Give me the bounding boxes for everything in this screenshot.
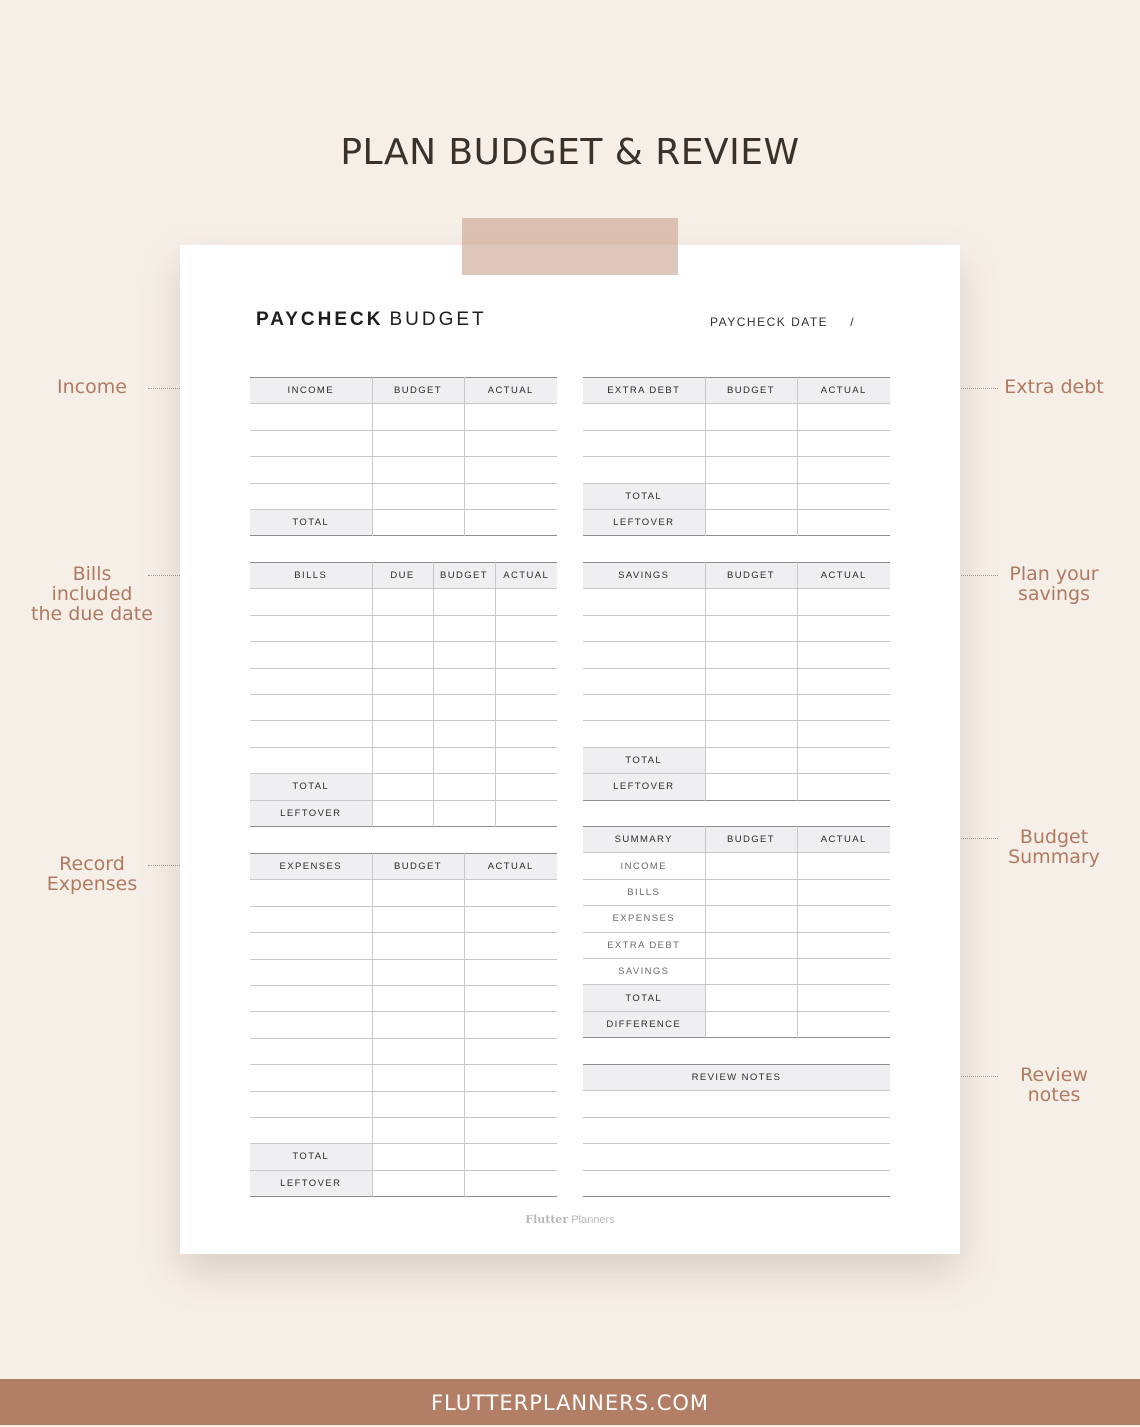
savings-cell[interactable] <box>583 642 705 668</box>
income-header: INCOME <box>250 378 372 404</box>
difference-label: DIFFERENCE <box>583 1011 705 1037</box>
callout-review <box>969 1065 1139 1105</box>
income-cell[interactable] <box>250 404 372 430</box>
actual-cell[interactable] <box>495 800 557 826</box>
table-row <box>250 589 557 615</box>
budget-cell[interactable] <box>705 589 797 615</box>
actual-header: ACTUAL <box>464 854 557 880</box>
debt-cell[interactable] <box>583 430 705 456</box>
table-row <box>583 694 890 720</box>
review-notes-header: REVIEW NOTES <box>583 1065 890 1091</box>
table-row <box>250 1091 557 1117</box>
table-row <box>250 1065 557 1091</box>
actual-header: ACTUAL <box>495 563 557 589</box>
budget-cell[interactable] <box>372 959 464 985</box>
summary-income-label: INCOME <box>583 853 705 879</box>
paycheck-date-label: PAYCHECK DATE <box>710 315 829 329</box>
summary-table <box>583 826 890 1038</box>
bill-cell[interactable] <box>250 721 372 747</box>
table-row <box>250 906 557 932</box>
table-row <box>250 615 557 641</box>
actual-cell[interactable] <box>797 906 890 932</box>
actual-cell[interactable] <box>797 747 890 773</box>
budget-cell[interactable] <box>705 404 797 430</box>
due-cell[interactable] <box>372 800 433 826</box>
brand-light: Planners <box>571 1214 615 1226</box>
budget-cell[interactable] <box>705 1011 797 1037</box>
table-row <box>250 880 557 906</box>
table-row <box>250 959 557 985</box>
callout-extra-debt: Extra debt <box>1004 376 1104 398</box>
actual-cell[interactable] <box>464 906 557 932</box>
difference-row <box>583 1011 890 1037</box>
summary-expenses-label: EXPENSES <box>583 906 705 932</box>
savings-cell[interactable] <box>583 615 705 641</box>
expense-cell[interactable] <box>250 933 372 959</box>
notes-cell[interactable] <box>583 1091 890 1117</box>
table-header-row <box>250 854 557 880</box>
notes-cell[interactable] <box>583 1170 890 1196</box>
due-cell[interactable] <box>372 589 433 615</box>
due-cell[interactable] <box>372 747 433 773</box>
bills-header: BILLS <box>250 563 372 589</box>
summary-header: SUMMARY <box>583 827 705 853</box>
budget-cell[interactable] <box>705 457 797 483</box>
bill-cell[interactable] <box>250 615 372 641</box>
savings-cell[interactable] <box>583 668 705 694</box>
budget-cell[interactable] <box>372 509 464 535</box>
table-row <box>583 457 890 483</box>
debt-cell[interactable] <box>583 404 705 430</box>
actual-cell[interactable] <box>464 1144 557 1170</box>
table-header-row <box>583 563 890 589</box>
total-label: TOTAL <box>250 509 372 535</box>
bill-cell[interactable] <box>250 747 372 773</box>
table-header-row <box>583 827 890 853</box>
notes-line <box>583 1144 890 1170</box>
budget-cell[interactable] <box>705 985 797 1011</box>
due-cell[interactable] <box>372 642 433 668</box>
budget-cell[interactable] <box>433 747 495 773</box>
total-row <box>250 1144 557 1170</box>
actual-cell[interactable] <box>464 1012 557 1038</box>
table-row <box>250 642 557 668</box>
table-row <box>250 668 557 694</box>
bill-cell[interactable] <box>250 668 372 694</box>
budget-cell[interactable] <box>433 800 495 826</box>
expense-cell[interactable] <box>250 1117 372 1143</box>
table-row <box>250 404 557 430</box>
callout-bills-line-2: included <box>51 583 133 605</box>
leftover-label: LEFTOVER <box>583 774 705 800</box>
budget-cell[interactable] <box>372 1144 464 1170</box>
due-cell[interactable] <box>372 615 433 641</box>
actual-cell[interactable] <box>464 1038 557 1064</box>
expenses-header: EXPENSES <box>250 854 372 880</box>
extra-debt-header: EXTRA DEBT <box>583 378 705 404</box>
income-cell[interactable] <box>250 483 372 509</box>
savings-header: SAVINGS <box>583 563 705 589</box>
review-notes-table <box>583 1064 890 1197</box>
total-row <box>583 483 890 509</box>
summary-bills-label: BILLS <box>583 879 705 905</box>
due-cell[interactable] <box>372 694 433 720</box>
actual-cell[interactable] <box>797 457 890 483</box>
callout-summary-line-2: Summary <box>1008 846 1100 868</box>
expense-cell[interactable] <box>250 1091 372 1117</box>
tape-decoration <box>462 218 678 275</box>
budget-cell[interactable] <box>705 958 797 984</box>
budget-cell[interactable] <box>705 483 797 509</box>
budget-header: BUDGET <box>372 854 464 880</box>
table-row <box>250 1117 557 1143</box>
callout-income: Income <box>57 376 127 398</box>
actual-cell[interactable] <box>797 589 890 615</box>
actual-cell[interactable] <box>797 642 890 668</box>
budget-cell[interactable] <box>372 880 464 906</box>
budget-cell[interactable] <box>705 721 797 747</box>
budget-cell[interactable] <box>705 747 797 773</box>
expense-cell[interactable] <box>250 906 372 932</box>
actual-cell[interactable] <box>797 694 890 720</box>
leftover-label: LEFTOVER <box>250 800 372 826</box>
actual-cell[interactable] <box>797 985 890 1011</box>
summary-extra-debt-label: EXTRA DEBT <box>583 932 705 958</box>
expense-cell[interactable] <box>250 1012 372 1038</box>
table-header-row <box>250 563 557 589</box>
table-row <box>583 721 890 747</box>
leftover-label: LEFTOVER <box>583 509 705 535</box>
leftover-row <box>250 800 557 826</box>
budget-cell[interactable] <box>705 932 797 958</box>
table-row <box>250 1038 557 1064</box>
table-row <box>583 642 890 668</box>
sheet-title <box>256 309 487 331</box>
due-cell[interactable] <box>372 721 433 747</box>
table-row <box>250 985 557 1011</box>
budget-cell[interactable] <box>705 774 797 800</box>
leftover-label: LEFTOVER <box>250 1170 372 1196</box>
budget-cell[interactable] <box>433 642 495 668</box>
actual-cell[interactable] <box>464 1117 557 1143</box>
actual-cell[interactable] <box>797 483 890 509</box>
income-table <box>250 377 557 536</box>
budget-sheet <box>180 245 960 1254</box>
budget-cell[interactable] <box>372 1117 464 1143</box>
total-label: TOTAL <box>583 747 705 773</box>
savings-cell[interactable] <box>583 721 705 747</box>
budget-cell[interactable] <box>372 483 464 509</box>
summary-row <box>583 906 890 932</box>
budget-cell[interactable] <box>372 430 464 456</box>
table-header-row <box>583 1065 890 1091</box>
table-row <box>250 1012 557 1038</box>
actual-cell[interactable] <box>464 985 557 1011</box>
actual-cell[interactable] <box>464 959 557 985</box>
callout-savings-line-2: savings <box>1017 583 1091 605</box>
sheet-title-bold: PAYCHECK <box>256 309 384 330</box>
total-label: TOTAL <box>583 483 705 509</box>
actual-cell[interactable] <box>464 933 557 959</box>
notes-cell[interactable] <box>583 1144 890 1170</box>
summary-row <box>583 879 890 905</box>
callout-bills <box>7 564 177 624</box>
total-label: TOTAL <box>583 985 705 1011</box>
table-row <box>583 668 890 694</box>
budget-cell[interactable] <box>705 642 797 668</box>
brand-bold: Flutter <box>525 1213 569 1226</box>
expense-cell[interactable] <box>250 959 372 985</box>
callout-summary-line-1: Budget <box>1019 826 1089 848</box>
summary-row <box>583 932 890 958</box>
footer-website[interactable]: FLUTTERPLANNERS.COM <box>0 1379 1140 1425</box>
notes-cell[interactable] <box>583 1117 890 1143</box>
actual-cell[interactable] <box>797 774 890 800</box>
sheet-title-light: BUDGET <box>389 309 487 330</box>
savings-table <box>583 562 890 801</box>
budget-header: BUDGET <box>705 563 797 589</box>
budget-cell[interactable] <box>372 933 464 959</box>
total-row <box>583 985 890 1011</box>
actual-cell[interactable] <box>495 721 557 747</box>
budget-cell[interactable] <box>433 589 495 615</box>
callout-summary <box>969 827 1139 867</box>
callout-expenses-line-2: Expenses <box>46 873 138 895</box>
table-row <box>250 933 557 959</box>
budget-cell[interactable] <box>372 1012 464 1038</box>
callout-savings <box>969 564 1139 604</box>
budget-header: BUDGET <box>433 563 495 589</box>
total-row <box>250 509 557 535</box>
table-row <box>250 747 557 773</box>
budget-cell[interactable] <box>705 509 797 535</box>
actual-header: ACTUAL <box>797 563 890 589</box>
total-label: TOTAL <box>250 1144 372 1170</box>
leftover-row <box>250 1170 557 1196</box>
paycheck-date-field[interactable] <box>710 315 855 329</box>
expense-cell[interactable] <box>250 880 372 906</box>
actual-cell[interactable] <box>797 958 890 984</box>
actual-cell[interactable] <box>495 668 557 694</box>
actual-cell[interactable] <box>495 642 557 668</box>
callout-bills-line-1: Bills <box>72 563 112 585</box>
budget-cell[interactable] <box>372 1170 464 1196</box>
due-header: DUE <box>372 563 433 589</box>
table-row <box>250 694 557 720</box>
actual-cell[interactable] <box>464 509 557 535</box>
budget-cell[interactable] <box>372 404 464 430</box>
actual-cell[interactable] <box>495 589 557 615</box>
callout-expenses <box>7 854 177 894</box>
table-row <box>583 430 890 456</box>
actual-cell[interactable] <box>797 509 890 535</box>
actual-header: ACTUAL <box>797 827 890 853</box>
paycheck-date-separator: / <box>850 315 856 329</box>
summary-savings-label: SAVINGS <box>583 958 705 984</box>
actual-cell[interactable] <box>797 721 890 747</box>
budget-cell[interactable] <box>705 853 797 879</box>
actual-cell[interactable] <box>464 1065 557 1091</box>
extra-debt-table <box>583 377 890 536</box>
callout-savings-line-1: Plan your <box>1009 563 1099 585</box>
total-row <box>250 774 557 800</box>
table-row <box>250 457 557 483</box>
due-cell[interactable] <box>372 774 433 800</box>
summary-row <box>583 853 890 879</box>
bill-cell[interactable] <box>250 589 372 615</box>
notes-line <box>583 1170 890 1196</box>
expense-cell[interactable] <box>250 1038 372 1064</box>
budget-cell[interactable] <box>372 1038 464 1064</box>
notes-line <box>583 1091 890 1117</box>
income-cell[interactable] <box>250 430 372 456</box>
actual-cell[interactable] <box>495 747 557 773</box>
actual-header: ACTUAL <box>464 378 557 404</box>
actual-header: ACTUAL <box>797 378 890 404</box>
budget-cell[interactable] <box>433 668 495 694</box>
budget-cell[interactable] <box>705 694 797 720</box>
budget-header: BUDGET <box>705 827 797 853</box>
debt-cell[interactable] <box>583 457 705 483</box>
summary-row <box>583 958 890 984</box>
due-cell[interactable] <box>372 668 433 694</box>
leftover-row <box>583 774 890 800</box>
total-row <box>583 747 890 773</box>
expenses-table <box>250 853 557 1197</box>
income-cell[interactable] <box>250 457 372 483</box>
bill-cell[interactable] <box>250 642 372 668</box>
expense-cell[interactable] <box>250 985 372 1011</box>
callout-review-line-1: Review <box>1020 1064 1088 1086</box>
budget-cell[interactable] <box>372 1091 464 1117</box>
leftover-row <box>583 509 890 535</box>
table-row <box>250 721 557 747</box>
budget-header: BUDGET <box>372 378 464 404</box>
actual-cell[interactable] <box>797 1011 890 1037</box>
actual-cell[interactable] <box>797 932 890 958</box>
actual-cell[interactable] <box>797 404 890 430</box>
actual-cell[interactable] <box>464 483 557 509</box>
table-row <box>250 430 557 456</box>
table-row <box>583 404 890 430</box>
budget-cell[interactable] <box>372 1065 464 1091</box>
actual-cell[interactable] <box>797 879 890 905</box>
table-row <box>583 615 890 641</box>
actual-cell[interactable] <box>495 694 557 720</box>
callout-bills-line-3: the due date <box>31 603 153 625</box>
actual-cell[interactable] <box>797 430 890 456</box>
actual-cell[interactable] <box>464 457 557 483</box>
budget-cell[interactable] <box>705 906 797 932</box>
actual-cell[interactable] <box>464 880 557 906</box>
actual-cell[interactable] <box>464 1170 557 1196</box>
budget-cell[interactable] <box>372 985 464 1011</box>
actual-cell[interactable] <box>797 668 890 694</box>
savings-cell[interactable] <box>583 694 705 720</box>
expense-cell[interactable] <box>250 1065 372 1091</box>
budget-cell[interactable] <box>372 457 464 483</box>
total-label: TOTAL <box>250 774 372 800</box>
brand-watermark <box>180 1213 960 1226</box>
budget-cell[interactable] <box>705 430 797 456</box>
actual-cell[interactable] <box>797 853 890 879</box>
savings-cell[interactable] <box>583 589 705 615</box>
actual-cell[interactable] <box>797 615 890 641</box>
actual-cell[interactable] <box>464 404 557 430</box>
callout-review-line-2: notes <box>1027 1084 1081 1106</box>
table-row <box>583 589 890 615</box>
callout-expenses-line-1: Record <box>59 853 125 875</box>
page-title: PLAN BUDGET & REVIEW <box>340 132 800 173</box>
budget-cell[interactable] <box>433 721 495 747</box>
table-row <box>250 483 557 509</box>
budget-cell[interactable] <box>433 694 495 720</box>
table-header-row <box>250 378 557 404</box>
budget-cell[interactable] <box>433 774 495 800</box>
bill-cell[interactable] <box>250 694 372 720</box>
table-header-row <box>583 378 890 404</box>
actual-cell[interactable] <box>495 615 557 641</box>
budget-cell[interactable] <box>372 906 464 932</box>
budget-cell[interactable] <box>705 879 797 905</box>
budget-header: BUDGET <box>705 378 797 404</box>
notes-line <box>583 1117 890 1143</box>
budget-cell[interactable] <box>705 615 797 641</box>
actual-cell[interactable] <box>495 774 557 800</box>
actual-cell[interactable] <box>464 430 557 456</box>
actual-cell[interactable] <box>464 1091 557 1117</box>
budget-cell[interactable] <box>705 668 797 694</box>
bills-table <box>250 562 557 827</box>
budget-cell[interactable] <box>433 615 495 641</box>
